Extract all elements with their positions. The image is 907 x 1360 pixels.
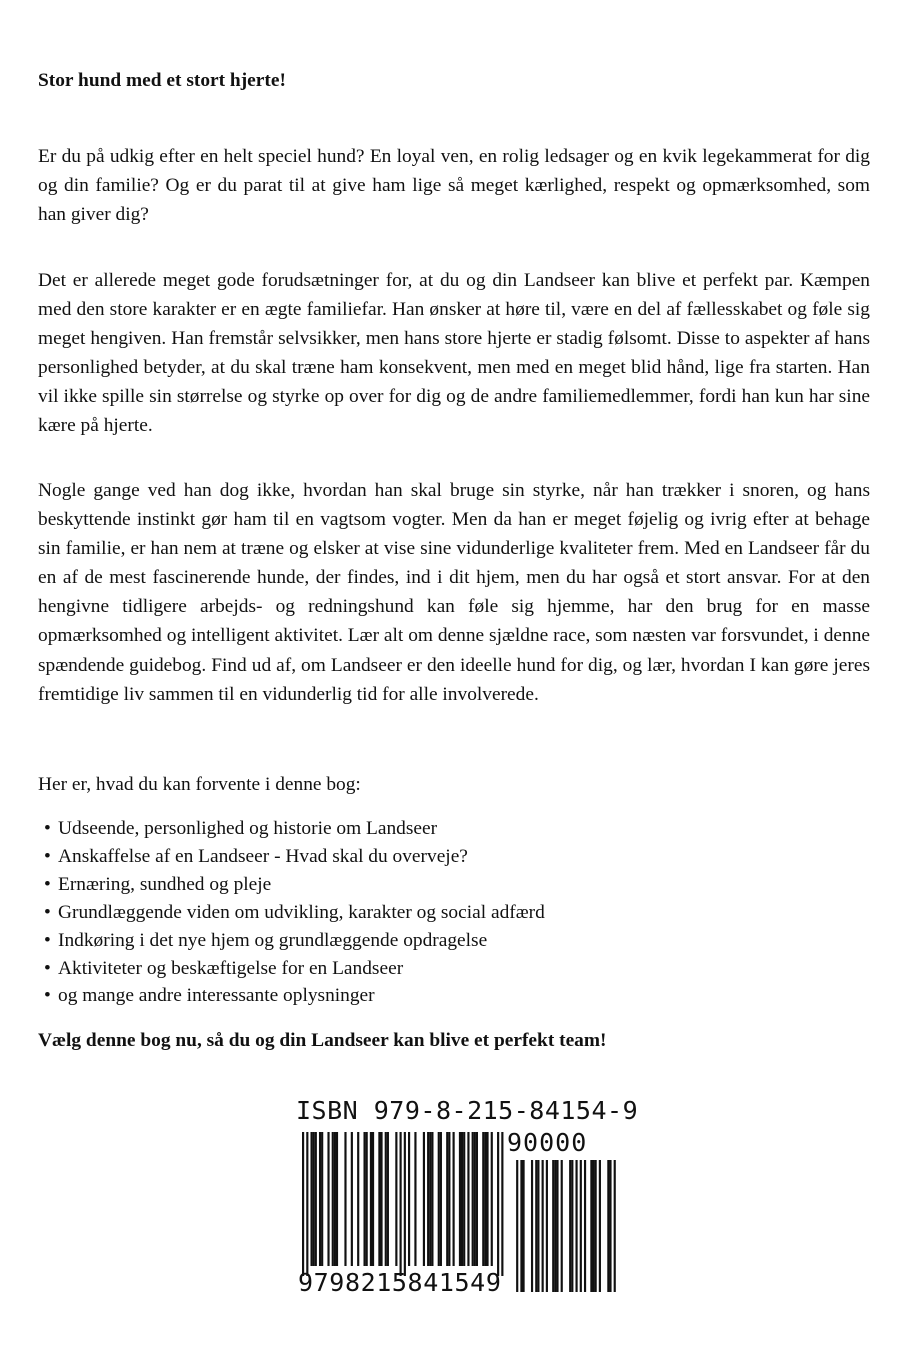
addon-bar (535, 1160, 537, 1292)
barcode-bar (404, 1132, 406, 1276)
barcode-bar (472, 1132, 474, 1266)
barcode-bar (315, 1132, 317, 1266)
bullet-icon: • (44, 845, 51, 867)
barcode-bar (408, 1132, 410, 1266)
barcode-bar (366, 1132, 368, 1266)
addon-bar (592, 1160, 594, 1292)
bullet-icon: • (44, 873, 51, 895)
addon-bar (575, 1160, 577, 1292)
barcode-bar (351, 1132, 353, 1266)
barcode-bar (453, 1132, 455, 1266)
list-item: • Aktiviteter og beskæftigelse for en Landseer (44, 955, 545, 983)
barcode-bar (484, 1132, 486, 1266)
list-item: • Indkøring i det nye hjem og grundlæggende opdragelse (44, 927, 545, 955)
addon-bar (607, 1160, 609, 1292)
barcode-bar (459, 1132, 461, 1266)
barcode-bar (461, 1132, 463, 1266)
addon-bar (580, 1160, 582, 1292)
barcode-bar (446, 1132, 448, 1266)
barcode-bar (327, 1132, 329, 1266)
list-item: • Grundlæggende viden om udvikling, karakter og social adfærd (44, 899, 545, 927)
list-item: • og mange andre interessante oplysninger (44, 982, 545, 1010)
addon-bar (522, 1160, 524, 1292)
addon-bar (614, 1160, 616, 1292)
barcode-bar (344, 1132, 346, 1266)
barcode-bar (427, 1132, 429, 1266)
addon-bar (552, 1160, 554, 1292)
closing-call-to-action: Vælg denne bog nu, så du og din Landseer kan blive et perfekt team! (38, 1030, 607, 1051)
addon-bar (599, 1160, 601, 1292)
barcode-bar (476, 1132, 478, 1266)
barcode-bar (321, 1132, 323, 1266)
barcode-bar (372, 1132, 374, 1266)
barcode-bar (491, 1132, 493, 1266)
barcode-bar (440, 1132, 442, 1266)
addon-bar (520, 1160, 522, 1292)
barcode-bar (400, 1132, 402, 1276)
addon-bar (516, 1160, 518, 1292)
barcode-bar (310, 1132, 312, 1266)
addon-bar (542, 1160, 544, 1292)
details-paragraph: Nogle gange ved han dog ikke, hvordan han skal bruge sin styrke, når han trækker i snoren, og hans beskyttende instinkt gør ham til en vagtsom vogter. Men da han er meget føjelig og ivrig efter at behage sin familie, er han nem at træne og elsker at vise sine vidunderlige kvaliteter frem. Med en Landseer får du en af de mest fascinerende hunde, der findes, ind i dit hjem, men du har også et stort ansvar. For at den hengivne tidligere arbejds- og redningshund kan føle sig hjemme, har den brug for en masse opmærksomhed og intelligent aktivitet. Lær alt om denne sjældne race, som næsten var forsvundet, i denne spændende guidebog. Find ud af, om Landseer er den ideelle hund for dig, og lær, hvordan I kan gøre jeres fremtidige liv sammen til en vidunderlig tid for alle involverede. (38, 480, 870, 705)
addon-bar (537, 1160, 539, 1292)
barcode-bar (414, 1132, 416, 1266)
barcode-bar (486, 1132, 488, 1266)
intro-paragraph: Er du på udkig efter en helt speciel hund? En loyal ven, en rolig ledsager og en kvik legekammerat for dig og din familie? Og er du parat til at give ham lige så meget kærlighed, respekt og opmærksomhed, som han giver dig? (38, 146, 870, 226)
description-paragraph: Det er allerede meget gode forudsætninger for, at du og din Landseer kan blive et perfekt par. Kæmpen med den store karakter er en ægte familiefar. Han ønsker at høre til, være en del af fællesskabet og føle sig meget hengiven. Han fremstår selvsikker, men hans store hjerte er stadig følsomt. Disse to aspekter af hans personlighed betyder, at du skal træne ham konsekvent, men med en meget blid hånd, lige fra starten. Han vil ikke spille sin størrelse og styrke op over for dig og de andre familiemedlemmer, fordi han kun har sine kære på hjerte. (38, 270, 870, 437)
price-addon-code: 90000 (507, 1128, 588, 1157)
barcode-bar (497, 1132, 499, 1276)
bullet-icon: • (44, 929, 51, 951)
addon-bar (554, 1160, 556, 1292)
barcode-bar (423, 1132, 425, 1266)
addon-bar (595, 1160, 597, 1292)
bullet-icon: • (44, 985, 51, 1007)
cover-heading: Stor hund med et stort hjerte! (38, 70, 286, 91)
barcode-bar (395, 1132, 397, 1266)
addon-bar (569, 1160, 571, 1292)
list-intro: Her er, hvad du kan forvente i denne bog: (38, 774, 361, 795)
barcode-bar (438, 1132, 440, 1266)
barcode-bar (467, 1132, 469, 1266)
barcode-bar (332, 1132, 334, 1266)
addon-bar (556, 1160, 558, 1292)
list-item: • Ernæring, sundhed og pleje (44, 871, 545, 899)
bullet-icon: • (44, 818, 51, 839)
barcode-bar (463, 1132, 465, 1266)
addon-bar (561, 1160, 563, 1292)
barcode-bar (334, 1132, 336, 1266)
isbn-barcode (292, 1096, 639, 1311)
bullet-icon: • (44, 957, 51, 979)
addon-bar (584, 1160, 586, 1292)
barcode-digits: 9798215841549 (298, 1268, 502, 1297)
barcode-bar (501, 1132, 503, 1276)
addon-bar (609, 1160, 611, 1292)
addon-bar (546, 1160, 548, 1292)
barcode-bar (370, 1132, 372, 1266)
list-item: • Udseende, personlighed og historie om Landseer (44, 815, 545, 843)
barcode-bar (431, 1132, 433, 1266)
isbn-label: ISBN 979-8-215-84154-9 (296, 1096, 639, 1125)
contents-list (44, 815, 545, 1010)
back-cover-text (38, 66, 870, 1051)
barcode-bar (357, 1132, 359, 1266)
barcode-bar (385, 1132, 387, 1266)
barcode-bar (378, 1132, 380, 1266)
barcode-bar (474, 1132, 476, 1266)
barcode-bar (336, 1132, 338, 1266)
list-item: • Anskaffelse af en Landseer - Hvad skal du overveje? (44, 843, 545, 871)
barcode-bar (387, 1132, 389, 1266)
barcode-bar (313, 1132, 315, 1266)
barcode-bar (429, 1132, 431, 1266)
barcode-bar (306, 1132, 308, 1276)
barcode-bar (319, 1132, 321, 1266)
barcode-bar (302, 1132, 304, 1276)
addon-bar (590, 1160, 592, 1292)
addon-bar (531, 1160, 533, 1292)
addon-bar (571, 1160, 573, 1292)
barcode-bar (448, 1132, 450, 1266)
barcode-bar (363, 1132, 365, 1266)
barcode-bar (380, 1132, 382, 1266)
barcode-bar (482, 1132, 484, 1266)
bullet-icon: • (44, 901, 51, 923)
